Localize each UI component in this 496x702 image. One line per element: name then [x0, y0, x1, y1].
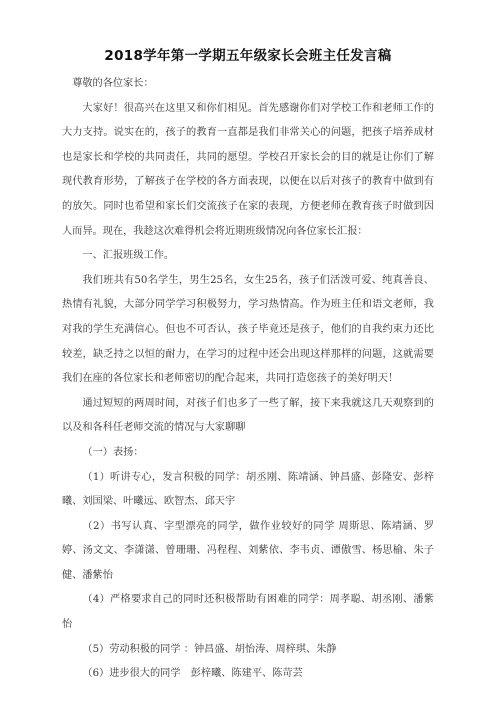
praise-item-6: （6）进步很大的同学 彭梓曦、陈建平、陈苛芸: [82, 668, 303, 680]
praise-item-5: （5）劳动积极的同学 ：钟昌盛、胡怡涛、周梓琪、朱静: [82, 643, 337, 655]
praise-item-4: （4）严格要求自己的同时还积极帮助有困难的同学：周孝聪、胡丞刚、潘紫怡: [62, 594, 434, 631]
section-heading-report: 一、汇报班级工作。: [82, 250, 175, 262]
praise-item-2: （2）书写认真、字型漂亮的同学，做作业较好的同学 周斯思、陈靖涵、罗婷、汤文文、李潇潇、曾珊珊、冯程程、刘紫依、李韦贞、谭傲雪、杨思榆、朱子健、潘紫怡: [62, 520, 434, 581]
subheading-praise: （一）表扬：: [82, 446, 144, 458]
salutation: 尊敬的各位家长：: [72, 78, 154, 89]
paragraph-observation: 通过短短的两周时间，对孩子们也多了一些了解，接下来我就这几天观察到的以及和各科任老师交流的情况与大家聊聊: [62, 397, 434, 434]
paragraph-greeting: 大家好！很高兴在这里又和你们相见。首先感谢你们对学校工作和老师工作的大力支持。说实在的，孩子的教育一直都是我们非常关心的问题，把孩子培养成材也是家长和学校的共同责任，共同的愿望。学校召开家长会的目的就是让你们了解现代教育形势，了解孩子在学校的各方面表现，以便在以后对孩子的教育中做到有的放矢。同时也希望和家长们交流孩子在家的表现，方便老师在教育孩子时做到因人而异。现在，我趁这次难得机会将近期班级情况向各位家长汇报：: [62, 102, 434, 237]
praise-item-1: （1）听讲专心，发言积极的同学：胡丞刚、陈靖涵、钟昌盛、彭隆安、彭梓曦、刘国梁、叶曦远、欧智杰、邱天宇: [62, 471, 434, 508]
paragraph-class-overview: 我们班共有50名学生，男生25名，女生25名，孩子们活泼可爱、纯真善良、热情有礼貌，大部分同学学习积极努力，学习热情高。作为班主任和语文老师，我对我的学生充满信心。但也不可否认，孩子毕竟还是孩子，他们的自我约束力还比较差，缺乏持之以恒的耐力，在学习的过程中还会出现这样那样的问题，这就需要我们在座的各位家长和老师密切的配合起来，共同打造您孩子的美好明天！: [62, 274, 434, 385]
document-title: 2018学年第一学期五年级家长会班主任发言稿: [104, 48, 392, 64]
